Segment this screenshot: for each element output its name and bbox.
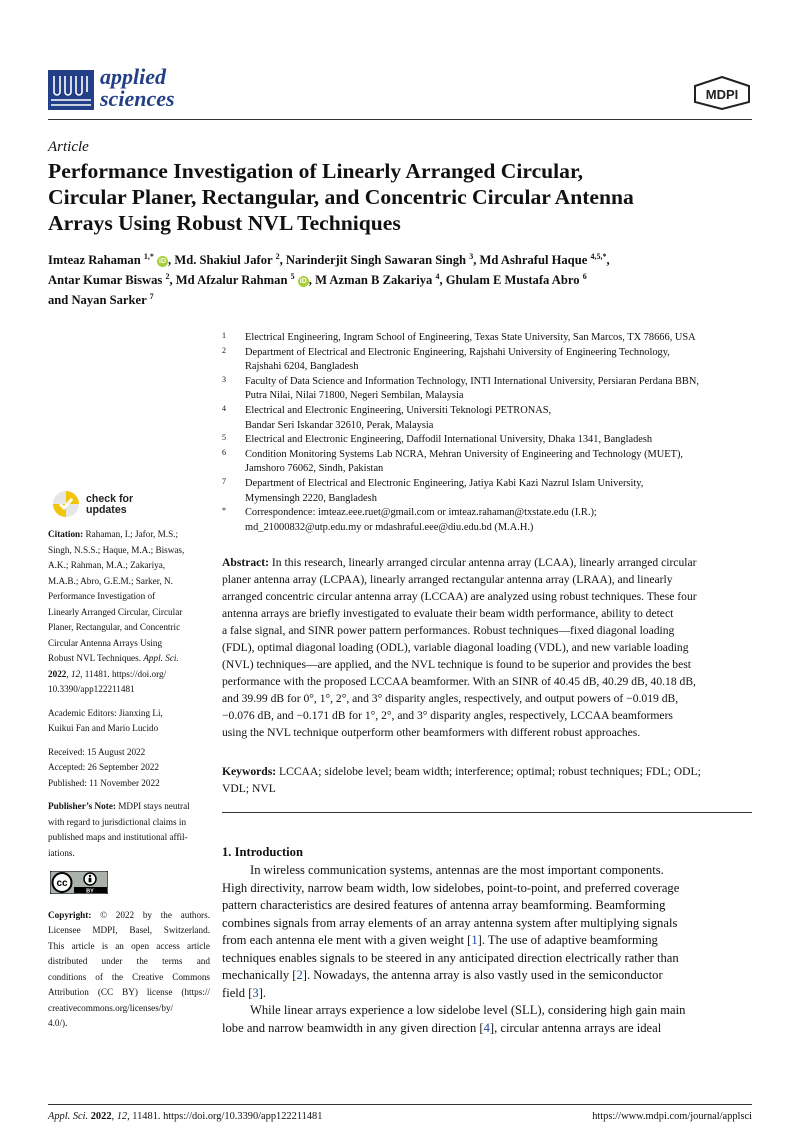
text-line: −0.076 dB, and −0.171 dB for 1°, 2°, and 3° disparity angles, respectively, LCCAA beamformers [222,709,673,722]
author-name[interactable]: Antar Kumar Biswas [48,273,163,287]
copyright-line: 4.0/). [48,1018,68,1028]
copyright-line: Licensee MDPI, Basel, Switzerland. [48,925,210,935]
author-line [48,290,768,310]
affiliation-number: 6 [222,447,226,457]
citation-journal: Appl. Sci. [143,653,179,663]
check-updates-label [86,494,133,516]
editors-line: Academic Editors: Jianxing Li, [48,707,163,718]
text-span: LCCAA; sidelobe level; beam width; interference; optimal; robust techniques; FDL; ODL; [276,765,701,778]
reference-link[interactable]: 1 [471,933,478,947]
affiliation-marker: 4,5,* [590,251,607,261]
text-span: field [ [222,985,253,1000]
svg-text:cc: cc [56,878,68,889]
header-rule [48,119,752,120]
copyright-line: conditions of the Creative Commons [48,971,210,982]
text-span: ]. Nowadays, the antenna array is also vastly used in the semiconductor [302,968,663,982]
text-span: from each antenna ele ment with a given weight [ [222,933,472,947]
affiliation-marker: 1,* [143,251,154,261]
affiliation-item [222,433,762,448]
text-span: ]. The use of adaptive beamforming [477,933,658,947]
footer-volume: 12 [116,1111,128,1122]
affiliation-item [222,404,762,433]
affiliation-line: Mymensingh 2220, Bangladesh [245,492,377,504]
author-name[interactable]: Imteaz Rahaman [48,253,141,267]
check-updates-line: check for [86,493,134,505]
affiliation-number: 2 [222,345,226,355]
affiliation-line: md_21000832@utp.edu.my or mdashraful.eee@diu.edu.bd (M.A.H.) [245,521,534,533]
dates-block [48,745,210,792]
abstract-label: Abstract: [222,556,270,569]
affiliation-marker: 2 [165,271,170,281]
title-line: Arrays Using Robust NVL Techniques [48,211,401,235]
cc-by-license-icon[interactable] [50,871,108,894]
footer-journal-url[interactable]: https://www.mdpi.com/journal/applsci [592,1111,752,1122]
text-line: performance with the proposed LCCAA beamformer. With an SINR of 40.45 dB, 40.29 dB, 40.18 dB, [222,675,696,688]
text-line [222,554,752,571]
publisher-note [48,799,210,861]
keywords-label: Keywords: [222,765,277,778]
affiliation-line: Bandar Seri Iskandar 32610, Perak, Malaysia [245,419,434,431]
publisher-note-line: published maps and institutional affil- [48,832,188,842]
affiliation-marker: 2 [275,251,280,261]
copyright-link[interactable]: creativecommons.org/licenses/by/ [48,1002,174,1013]
accepted-date: Accepted: 26 September 2022 [48,762,159,772]
citation-line: , 11481. https://doi.org/ [80,668,167,679]
author-name[interactable]: , Md Ashraful Haque [473,253,588,267]
reference-link[interactable]: 3 [252,985,259,1000]
text-line: arranged concentric circular antenna array (LCCAA) are analyzed using robust techniques. These four [222,590,697,603]
text-line: planer antenna array (LCPAA), linearly arranged rectangular antenna array (LRAA), and linearly [222,573,673,586]
affiliation-item [222,506,762,535]
citation-doi-link[interactable]: 10.3390/app122211481 [48,684,135,694]
check-updates-line: updates [86,504,127,516]
affiliation-marker: 5 [290,271,295,281]
received-date: Received: 15 August 2022 [48,746,146,757]
citation-line: Performance Investigation of [48,591,156,601]
reference-link[interactable]: 4 [483,1020,490,1035]
orcid-icon[interactable]: iD [159,258,167,265]
svg-text:MDPI: MDPI [705,87,739,102]
journal-name-line: sciences [100,86,175,111]
text-line [222,763,752,780]
text-line: (NVL) techniques—are applied, and the NVL technique is found to be superior and provides the best [222,658,691,671]
text-line [222,932,752,950]
affiliation-line: Electrical and Electronic Engineering, Daffodil International University, Dhaka 1341, Bangladesh [245,434,653,446]
text-span: ]. [258,985,267,1000]
section-rule [222,812,752,813]
citation-line: Linearly Arranged Circular, Circular [48,606,183,617]
footer-doi-link[interactable]: , 11481. https://doi.org/10.3390/app122211481 [127,1111,323,1122]
text-span: ], circular antenna arrays are ideal [489,1020,662,1035]
affiliation-item [222,331,762,346]
affiliation-item [222,346,762,375]
publisher-note-line: with regard to jurisdictional claims in [48,816,187,827]
journal-name-line: applied [100,64,166,89]
intro-text [222,862,752,1037]
affiliation-marker: 7 [149,291,154,301]
reference-link[interactable]: 2 [296,968,303,982]
affiliation-line: Faculty of Data Science and Information Technology, INTI International University, Persiaran Perdana BBN, [245,375,699,387]
title-line: Performance Investigation of Linearly Arranged Circular, [48,159,583,183]
affiliation-number: 1 [222,331,226,340]
affiliation-line: Department of Electrical and Electronic Engineering, Rajshahi University of Engineering Technology, [245,346,670,358]
academic-editors [48,706,210,737]
journal-name [100,66,175,110]
text-span: In this research, linearly arranged circular antenna array (LCAA), linearly arranged circular [269,556,697,569]
author-name[interactable]: , Narinderjit Singh Sawaran Singh [279,253,467,267]
affiliation-line: Jamshoro 76062, Sindh, Pakistan [245,463,384,475]
text-line: techniques enables signals to be steered in any anticipated direction electrically rather than [222,950,679,965]
text-line: combines signals from array elements of an array antenna system after multiplying signals [222,915,678,930]
citation-line: A.K.; Rahman, M.A.; Zakariya, [48,560,166,570]
publisher-note-line: MDPI stays neutral [115,801,190,811]
affiliation-line: Department of Electrical and Electronic Engineering, Jatiya Kabi Kazi Nazrul Islam University, [245,477,644,489]
citation-year: 2022 [48,668,67,679]
affiliation-line: Rajshahi 6204, Bangladesh [245,361,359,373]
text-line: a false signal, and SINR power pattern performances. Robust techniques—fixed diagonal loading [222,624,675,637]
orcid-icon[interactable]: iD [299,278,307,285]
citation-line: Robust NVL Techniques. [48,653,144,663]
copyright-line: distributed under the terms and [48,956,210,966]
check-updates-icon [52,490,80,518]
text-line: In wireless communication systems, antennas are the most important components. [250,863,664,877]
footer-citation: Appl. Sci. 2022, 12, 11481. https://doi.org/10.3390/app122211481 [48,1111,323,1122]
author-name[interactable]: , Md. Shakiul Jafor [168,253,273,267]
text-line: and 39.99 dB for 0°, 1°, 2°, and 3° disparity angles, respectively, and output powers of −0.019 dB, [222,692,679,705]
affiliation-item [222,477,762,506]
citation-block: Citation: Rahaman, I.; Jafor, M.S.; Singh, N.S.S.; Haque, M.A.; Biswas, A.K.; Rahman, M.A.; Zakariya, M.A.B.; Abro, G.E.M.; Sarker, N. Performance Investigation of Linearly Arranged Circular, Circular Planer, Rectangular, and Concentric Circular Antenna Arrays Using Robust NVL Techniques. Appl. Sci. 2022, 12, 11481. https://doi.org/ 10.3390/app122211481 [48,527,210,698]
author-name[interactable]: and Nayan Sarker [48,293,147,307]
footer-rule [48,1104,752,1105]
affiliation-line: Electrical Engineering, Ingram School of Engineering, Texas State University, San Marcos, TX 78666, USA [245,332,696,343]
author-line [48,250,768,270]
affiliation-marker: 6 [582,271,587,281]
affiliation-line: Putra Nilai, Nilai 71800, Negeri Sembilan, Malaysia [245,390,464,402]
affiliation-item [222,448,762,477]
keywords [222,763,752,797]
svg-text:BY: BY [86,888,94,894]
affiliation-number: 7 [222,476,226,486]
affiliation-line: Electrical and Electronic Engineering, Universiti Teknologi PETRONAS, [245,404,552,416]
affiliation-line: Condition Monitoring Systems Lab NCRA, Mehran University of Engineering and Technology (MUET), [245,448,684,460]
citation-line: Rahaman, I.; Jafor, M.S.; [85,529,179,539]
author-line [48,270,768,290]
citation-line: Circular Antenna Arrays Using [48,637,163,648]
journal-logo-icon [48,70,94,110]
mdpi-logo-icon [693,76,751,110]
affiliation-number: * [222,506,226,516]
author-list [48,250,768,310]
citation-label: Citation: [48,529,84,539]
text-line: (FDL), optimal diagonal loading (ODL), variable diagonal loading (VDL), and new variable loading [222,641,689,654]
author-name[interactable]: , Md Afzalur Rahman [169,273,288,287]
affiliation-list [222,331,762,535]
publisher-note-label: Publisher’s Note: [48,801,116,811]
separator: , [606,253,610,267]
published-date: Published: 11 November 2022 [48,777,160,788]
affiliation-marker: 4 [435,271,440,281]
affiliation-marker: 3 [469,251,474,261]
affiliation-number: 4 [222,403,226,413]
author-name[interactable]: , M Azman B Zakariya [308,273,433,287]
check-for-updates-button[interactable] [52,490,162,520]
copyright-line: This article is an open access article [48,940,210,951]
text-line: High directivity, narrow beam width, low sidelobes, point-to-point, and preferred coverage [222,880,680,895]
editors-line: Kuikui Fan and Mario Lucido [48,723,159,733]
text-span: lobe and narrow beamwidth in any given direction [ [222,1020,484,1035]
author-name[interactable]: , Ghulam E Mustafa Abro [439,273,580,287]
text-line: using the NVL technique outperform other beamformers with different robust approaches. [222,726,641,739]
sidebar [48,527,210,1040]
affiliation-number: 3 [222,374,226,384]
citation-line: M.A.B.; Abro, G.E.M.; Sarker, N. [48,575,173,586]
text-line: While linear arrays experience a low sidelobe level (SLL), considering high gain main [250,1003,686,1017]
citation-line: Planer, Rectangular, and Concentric [48,622,181,632]
copyright-label: Copyright: [48,909,92,920]
text-line [222,1020,752,1038]
text-line: pattern characteristics are desired features of antenna array beamforming. Beamforming [222,898,666,912]
publisher-note-line: iations. [48,847,75,858]
text-span: mechanically [ [222,968,297,982]
text-line: antenna arrays are briefly investigated to evaluate their beam width performance, ability to detect [222,607,674,620]
section-heading: 1. Introduction [222,845,303,859]
paper-title [48,158,768,236]
text-line [222,967,752,985]
copyright-line: © 2022 by the authors. [91,909,210,920]
affiliation-item [222,375,762,404]
citation-line: Singh, N.S.S.; Haque, M.A.; Biswas, [48,544,185,555]
copyright-block [48,908,210,1032]
footer-journal: Appl. Sci. [48,1111,89,1122]
text-line: VDL; NVL [222,782,276,795]
affiliation-line: Correspondence: imteaz.eee.ruet@gmail.com or imteaz.rahaman@txstate.edu (I.R.); [245,507,597,519]
article-type: Article [48,139,89,155]
footer-year: 2022 [90,1111,112,1122]
citation-volume: 12 [70,668,81,679]
abstract [222,554,752,741]
title-line: Circular Planer, Rectangular, and Concentric Circular Antenna [48,185,634,209]
copyright-line: Attribution (CC BY) license (https:// [48,987,210,997]
text-line [222,985,752,1003]
affiliation-number: 5 [222,433,226,443]
